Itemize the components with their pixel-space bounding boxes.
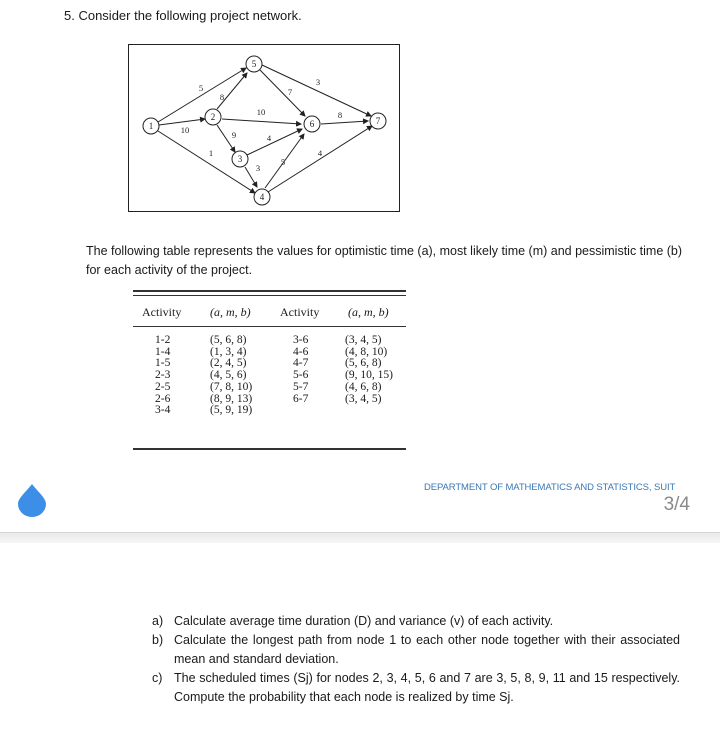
label-2-6: 10 xyxy=(256,107,266,117)
droplet-icon xyxy=(16,482,48,518)
label-2-3: 9 xyxy=(231,130,237,140)
table-cell: 3-6 xyxy=(293,334,309,346)
table-cell: 4-6 xyxy=(293,345,309,358)
svg-text:2: 2 xyxy=(210,112,216,122)
part-c: c) The scheduled times (Sj) for nodes 2, 3, 4, 5, 6 and 7 are 3, 5, 8, 9, 11 and 15 respectively. Compute the probability that each node is realized by time Sj. xyxy=(152,671,680,704)
label-5-6: 7 xyxy=(287,87,293,97)
question-title: 5. Consider the following project network. xyxy=(64,8,302,23)
table-cell: (2, 4, 5) xyxy=(210,357,247,370)
table-cell: (5, 9, 19) xyxy=(210,404,253,417)
part-b: b) Calculate the longest path from node 1 to each other node together with their associated mean and standard deviation. xyxy=(152,633,680,666)
header-activity-2: Activity xyxy=(280,305,320,319)
network-svg xyxy=(129,45,401,213)
left-activity-column xyxy=(155,335,170,417)
table-cell: 1-4 xyxy=(155,345,171,358)
page-divider xyxy=(0,532,720,543)
table-cell: (4, 5, 6) xyxy=(210,369,247,382)
label-1-2: 10 xyxy=(180,125,190,135)
table-cell: (3, 4, 5) xyxy=(345,392,382,405)
table-cell: (5, 6, 8) xyxy=(210,334,247,346)
table-cell: 1-5 xyxy=(155,357,171,370)
table-cell: 5-6 xyxy=(293,369,309,382)
table-cell: 4-7 xyxy=(293,357,309,370)
intro-paragraph: The following table represents the values for optimistic time (a), most likely time (m) and pessimistic time (b) for each activity of the project. xyxy=(86,244,683,277)
table-cell: 2-6 xyxy=(155,392,171,405)
svg-text:5: 5 xyxy=(251,59,257,69)
label-3-6: 4 xyxy=(266,133,272,143)
part-a: a) Calculate average time duration (D) and variance (v) of each activity. xyxy=(152,614,554,628)
table-cell: 3-4 xyxy=(155,404,171,417)
label-4-7: 4 xyxy=(317,148,323,158)
table-cell: (9, 10, 15) xyxy=(345,369,393,382)
table-cell: 6-7 xyxy=(293,392,309,405)
page-number: 3/4 xyxy=(663,494,690,515)
project-network-diagram xyxy=(128,44,400,212)
table-cell: (8, 9, 13) xyxy=(210,392,253,405)
department-footer: DEPARTMENT OF MATHEMATICS AND STATISTICS, SUIT xyxy=(424,482,676,493)
table-cell: 2-3 xyxy=(155,369,171,382)
table-cell: 2-5 xyxy=(155,380,171,393)
svg-text:7: 7 xyxy=(375,116,381,126)
svg-text:3: 3 xyxy=(237,154,243,164)
label-6-7: 8 xyxy=(337,110,343,120)
table-cell: 1-2 xyxy=(155,334,171,346)
table-cell: (3, 4, 5) xyxy=(345,334,382,346)
edge-6-7 xyxy=(321,121,368,124)
edge-3-6 xyxy=(247,129,302,155)
table-cell: (7, 8, 10) xyxy=(210,380,253,393)
svg-text:6: 6 xyxy=(309,119,315,129)
edge-1-5 xyxy=(158,68,246,122)
table-cell: 5-7 xyxy=(293,380,309,393)
table-cell: (5, 6, 8) xyxy=(345,357,382,370)
right-values-column xyxy=(345,335,393,405)
label-4-6: 5 xyxy=(280,157,286,167)
edge-2-5 xyxy=(217,73,247,109)
table-cell: (4, 6, 8) xyxy=(345,380,382,393)
header-amb-1: (a, m, b) xyxy=(210,305,251,319)
label-1-4: 1 xyxy=(208,148,214,158)
label-2-5: 8 xyxy=(219,92,225,102)
left-values-column xyxy=(210,335,252,417)
activity-time-table xyxy=(133,290,406,450)
label-1-5: 5 xyxy=(198,83,204,93)
header-activity-1: Activity xyxy=(142,305,182,319)
header-amb-2: (a, m, b) xyxy=(348,305,389,319)
label-3-4: 3 xyxy=(255,163,261,173)
table-cell: (1, 3, 4) xyxy=(210,345,247,358)
edge-5-6 xyxy=(260,70,305,116)
edge-5-7 xyxy=(262,65,371,116)
label-5-7: 3 xyxy=(315,77,321,87)
edge-2-6 xyxy=(222,119,301,124)
svg-text:1: 1 xyxy=(148,121,154,131)
svg-text:4: 4 xyxy=(259,192,265,202)
question-parts xyxy=(152,612,680,707)
right-activity-column xyxy=(293,335,308,405)
table-cell: (4, 8, 10) xyxy=(345,345,388,358)
